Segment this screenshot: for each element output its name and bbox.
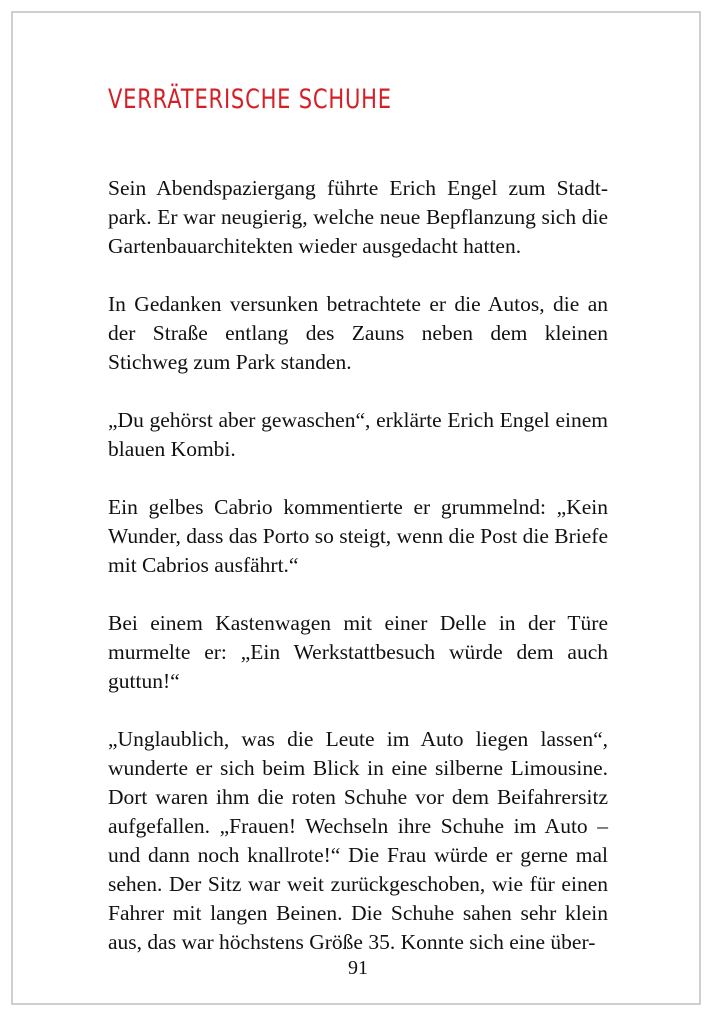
paragraph: „Du gehörst aber gewaschen“, erklärte Erich Engel einem blauen Kombi.	[108, 408, 608, 461]
chapter-title: VERRÄTERISCHE SCHUHE	[108, 84, 392, 115]
paragraph: In Gedanken versunken betrachtete er die Autos, die an der Straße entlang des Zauns neben dem kleinen Stichweg zum Park standen.	[108, 292, 608, 374]
paragraph: Sein Abendspaziergang führte Erich Engel zum Stadtpark. Er war neugierig, welche neue Bepflanzung sich die Gartenbauarchitekten wieder ausgedacht hatten.	[108, 176, 608, 258]
body-text	[108, 174, 608, 957]
page-number: 91	[348, 957, 368, 979]
paragraph: Ein gelbes Cabrio kommentierte er grummelnd: „Kein Wunder, dass das Porto so steigt, wenn die Post die Briefe mit Cabrios ausfährt.“	[108, 495, 608, 577]
paragraph: Bei einem Kastenwagen mit einer Delle in der Türe murmelte er: „Ein Werkstattbesuch würde dem auch guttun!“	[108, 611, 608, 693]
paragraph: „Unglaublich, was die Leute im Auto liegen lassen“, wunderte er sich beim Blick in eine silberne Limousine. Dort waren ihm die roten Schuhe vor dem Beifahrersitz aufgefallen. „Frauen! Wechseln ihre Schuhe im Auto – und dann noch knallrote!“ Die Frau würde er gerne mal sehen. Der Sitz war weit zurückgeschoben, wie für einen Fahrer mit langen Beinen. Die Schuhe sahen sehr klein aus, das war höchstens Größe 35. Konnte sich eine über-	[108, 727, 608, 954]
